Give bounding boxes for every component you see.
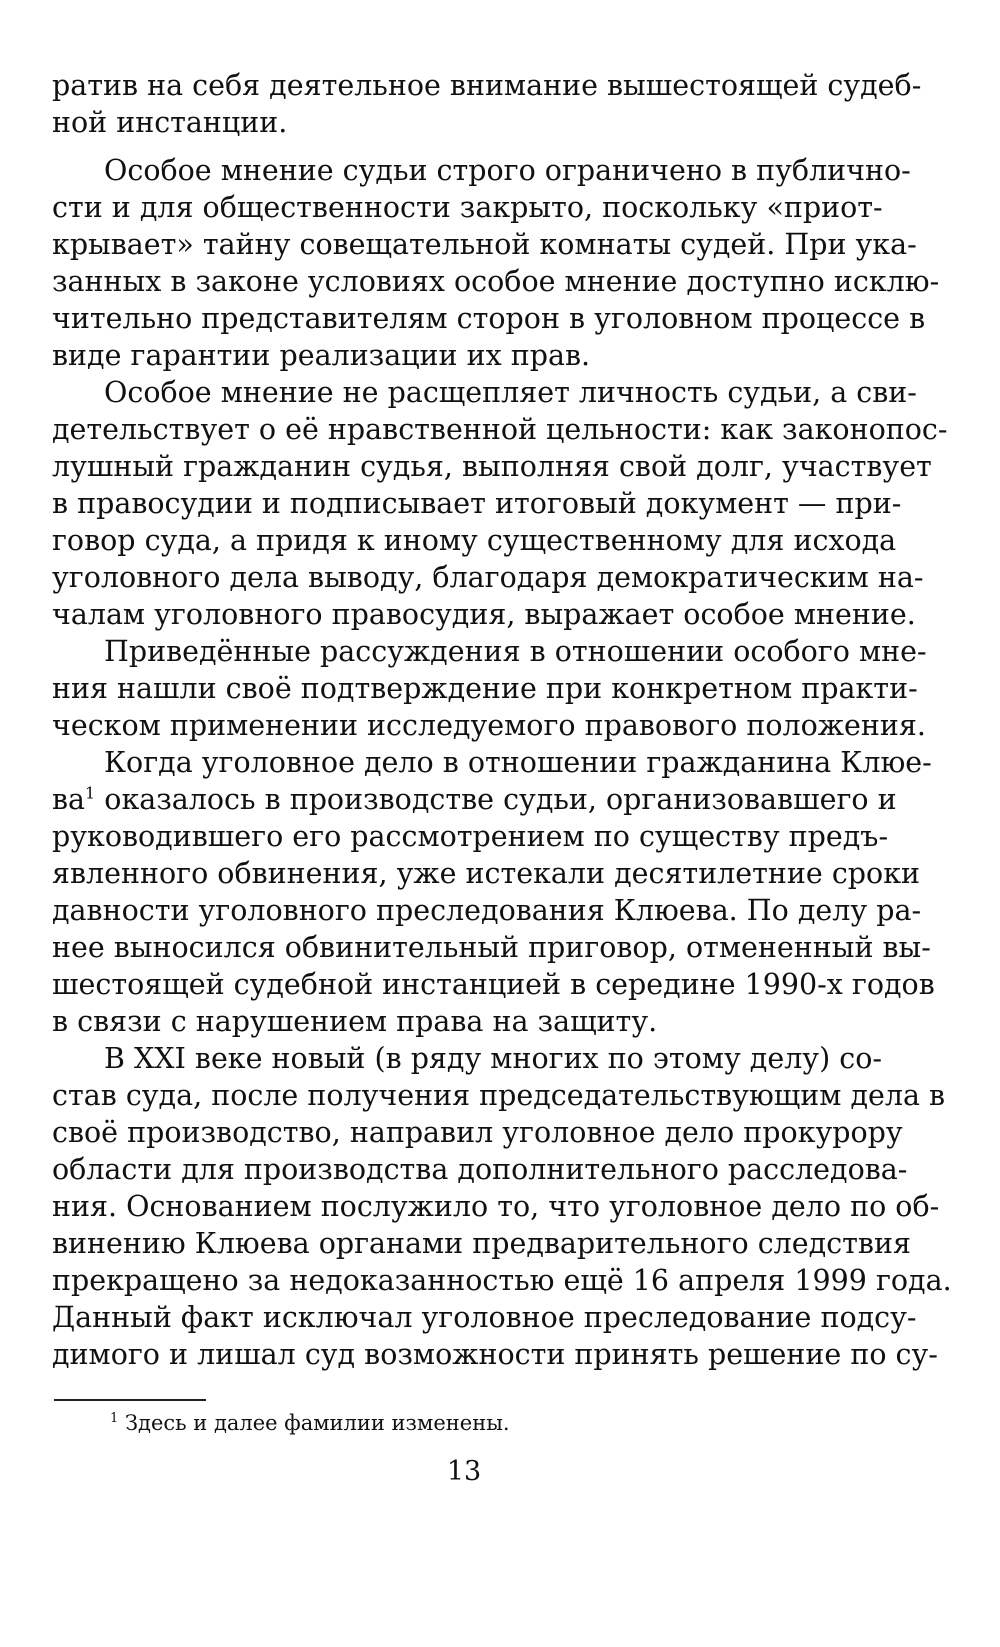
text-line: став суда, после получения председательствующим дела в	[52, 1079, 946, 1112]
paragraph-first-line: Когда уголовное дело в отношении гражданина Клюе-	[104, 746, 932, 779]
text-line: лушный гражданин судья, выполняя свой долг, участвует	[52, 450, 932, 483]
footnote-marker: 1	[110, 1411, 119, 1426]
text-line: области для производства дополнительного расследова-	[52, 1153, 908, 1186]
text-line: виде гарантии реализации их прав.	[52, 339, 591, 372]
text-line: говор суда, а придя к иному существенному для исхода	[52, 524, 897, 557]
paragraph-first-line: Особое мнение не расщепляет личность судьи, а сви-	[104, 376, 917, 409]
text-line: нее выносился обвинительный приговор, отмененный вы-	[52, 931, 931, 964]
paragraph-first-line: Приведённые рассуждения в отношении особого мне-	[104, 635, 927, 668]
text-line: чительно представителям сторон в уголовном процессе в	[52, 302, 926, 335]
text-line: занных в законе условиях особое мнение доступно исклю-	[52, 265, 940, 298]
footnote-text: Здесь и далее фамилии изменены.	[118, 1411, 510, 1435]
text-line: ния. Основанием послужило то, что уголовное дело по об-	[52, 1190, 940, 1223]
text-line: винению Клюева органами предварительного следствия	[52, 1227, 911, 1260]
text-fragment: оказалось в производстве судьи, организовавшего и	[95, 783, 897, 816]
text-fragment: ва	[52, 783, 86, 816]
text-line: крывает» тайну совещательной комнаты судей. При ука-	[52, 228, 917, 261]
text-line: руководившего его рассмотрением по существу предъ-	[52, 820, 889, 853]
text-line: ратив на себя деятельное внимание вышестоящей судеб-	[52, 69, 922, 102]
text-line: шестоящей судебной инстанцией в середине 1990-х годов	[52, 968, 935, 1001]
footnote-reference: 1	[85, 783, 96, 803]
text-line: димого и лишал суд возможности принять решение по су-	[52, 1338, 938, 1371]
text-line: в связи с нарушением права на защиту.	[52, 1005, 658, 1038]
paragraph-first-line: В XXI веке новый (в ряду многих по этому делу) со-	[104, 1042, 883, 1075]
footnote	[110, 1408, 510, 1438]
text-line: прекращено за недоказанностью ещё 16 апреля 1999 года.	[52, 1264, 952, 1297]
text-line: в правосудии и подписывает итоговый документ — при-	[52, 487, 902, 520]
text-line: своё производство, направил уголовное дело прокурору	[52, 1116, 903, 1149]
text-line: ния нашли своё подтверждение при конкретном практи-	[52, 672, 918, 705]
text-line: детельствует о её нравственной цельности: как законопос-	[52, 413, 948, 446]
text-line-with-footnote-ref	[52, 780, 897, 820]
text-line: ческом применении исследуемого правового положения.	[52, 709, 926, 742]
paragraph-first-line: Особое мнение судьи строго ограничено в публично-	[104, 154, 911, 187]
text-line: сти и для общественности закрыто, поскольку «приот-	[52, 191, 883, 224]
text-line: чалам уголовного правосудия, выражает особое мнение.	[52, 598, 916, 631]
footnote-divider	[54, 1399, 206, 1401]
text-line: явленного обвинения, уже истекали десятилетние сроки	[52, 857, 921, 890]
text-line: ной инстанции.	[52, 106, 288, 139]
text-line: уголовного дела выводу, благодаря демократическим на-	[52, 561, 924, 594]
text-line: давности уголовного преследования Клюева. По делу ра-	[52, 894, 922, 927]
text-line: Данный факт исключал уголовное преследование подсу-	[52, 1301, 917, 1334]
page-number: 13	[446, 1456, 482, 1487]
